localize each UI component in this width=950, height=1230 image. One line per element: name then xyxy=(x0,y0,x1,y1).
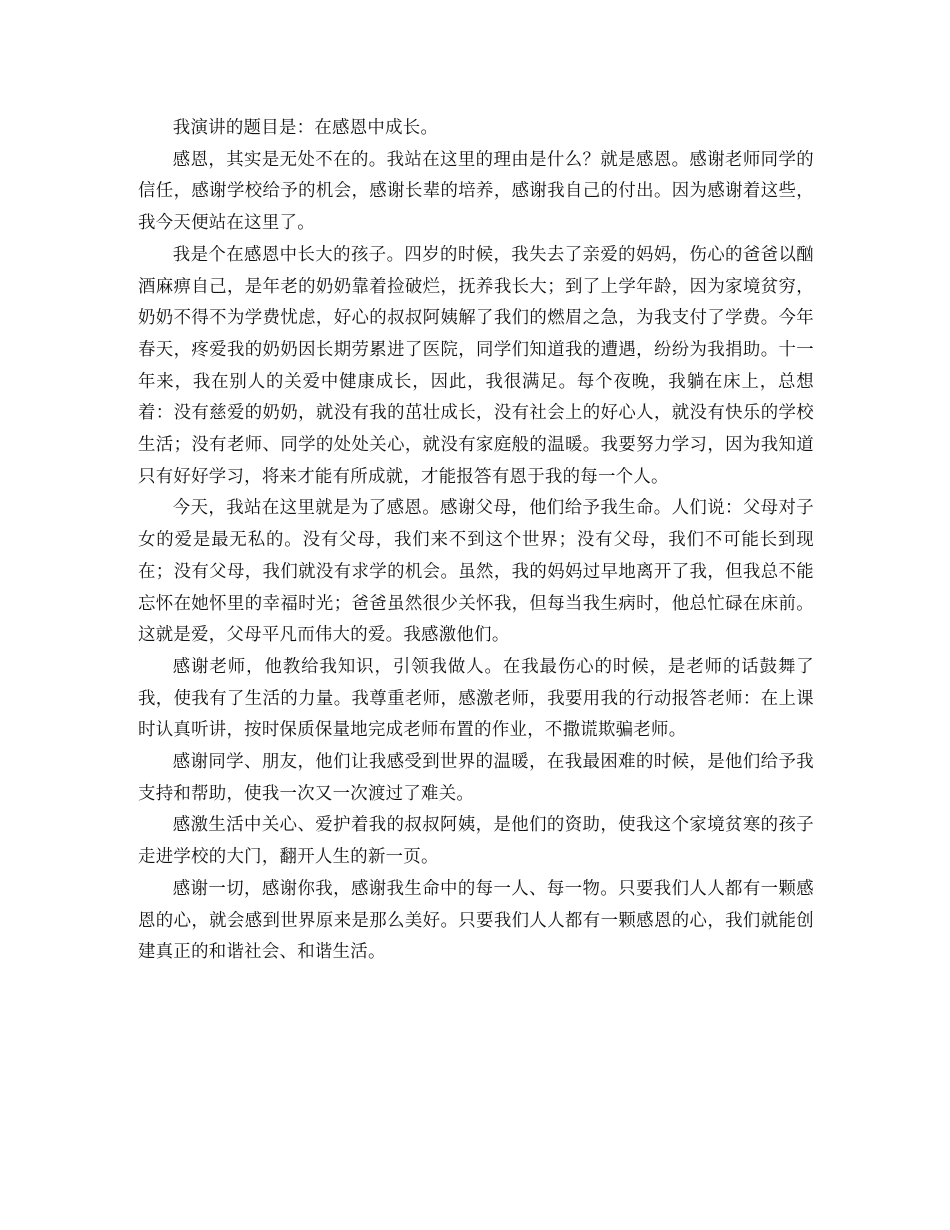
paragraph-thank-parents: 今天，我站在这里就是为了感恩。感谢父母，他们给予我生命。人们说：父母对子女的爱是最无私的。没有父母，我们来不到这个世界；没有父母，我们不可能长到现在；没有父母，我们就没有求学的机会。虽然，我的妈妈过早地离开了我，但我总不能忘怀在她怀里的幸福时光；爸爸虽然很少关怀我，但每当我生病时，他总忙碌在床前。这就是爱，父母平凡而伟大的爱。我感激他们。 xyxy=(138,498,814,646)
paragraph-growing-up: 我是个在感恩中长大的孩子。四岁的时候，我失去了亲爱的妈妈，伤心的爸爸以酗酒麻痹自己，是年老的奶奶靠着捡破烂，抚养我长大；到了上学年龄，因为家境贫穷，奶奶不得不为学费忧虑，好心的叔叔阿姨解了我们的燃眉之急，为我支付了学费。今年春天，疼爱我的奶奶因长期劳累进了医院，同学们知道我的遭遇，纷纷为我捐助。十一年来，我在别人的关爱中健康成长，因此，我很满足。每个夜晚，我躺在床上，总想着：没有慈爱的奶奶，就没有我的茁壮成长，没有社会上的好心人，就没有快乐的学校生活；没有老师、同学的处处关心，就没有家庭般的温暖。我要努力学习，因为我知道只有好好学习，将来才能有所成就，才能报答有恩于我的每一个人。 xyxy=(138,244,814,487)
paragraph-thank-teachers: 感谢老师，他教给我知识，引领我做人。在我最伤心的时候，是老师的话鼓舞了我，使我有了生活的力量。我尊重老师，感激老师，我要用我的行动报答老师：在上课时认真听讲，按时保质保量地完成老师布置的作业，不撒谎欺骗老师。 xyxy=(138,656,814,741)
paragraph-thank-benefactors: 感激生活中关心、爱护着我的叔叔阿姨，是他们的资助，使我这个家境贫寒的孩子走进学校的大门，翻开人生的新一页。 xyxy=(138,815,814,868)
document-body xyxy=(138,113,814,969)
paragraph-gratitude-everywhere: 感恩，其实是无处不在的。我站在这里的理由是什么？就是感恩。感谢老师同学的信任，感谢学校给予的机会，感谢长辈的培养，感谢我自己的付出。因为感谢着这些，我今天便站在这里了。 xyxy=(138,149,814,234)
paragraph-thank-classmates: 感谢同学、朋友，他们让我感受到世界的温暖，在我最困难的时候，是他们给予我支持和帮助，使我一次又一次渡过了难关。 xyxy=(138,752,814,804)
speech-title-paragraph: 我演讲的题目是：在感恩中成长。 xyxy=(172,118,439,138)
paragraph-conclusion: 感谢一切，感谢你我，感谢我生命中的每一人、每一物。只要我们人人都有一颗感恩的心，就会感到世界原来是那么美好。只要我们人人都有一颗感恩的心，我们就能创建真正的和谐社会、和谐生活。 xyxy=(138,878,814,963)
